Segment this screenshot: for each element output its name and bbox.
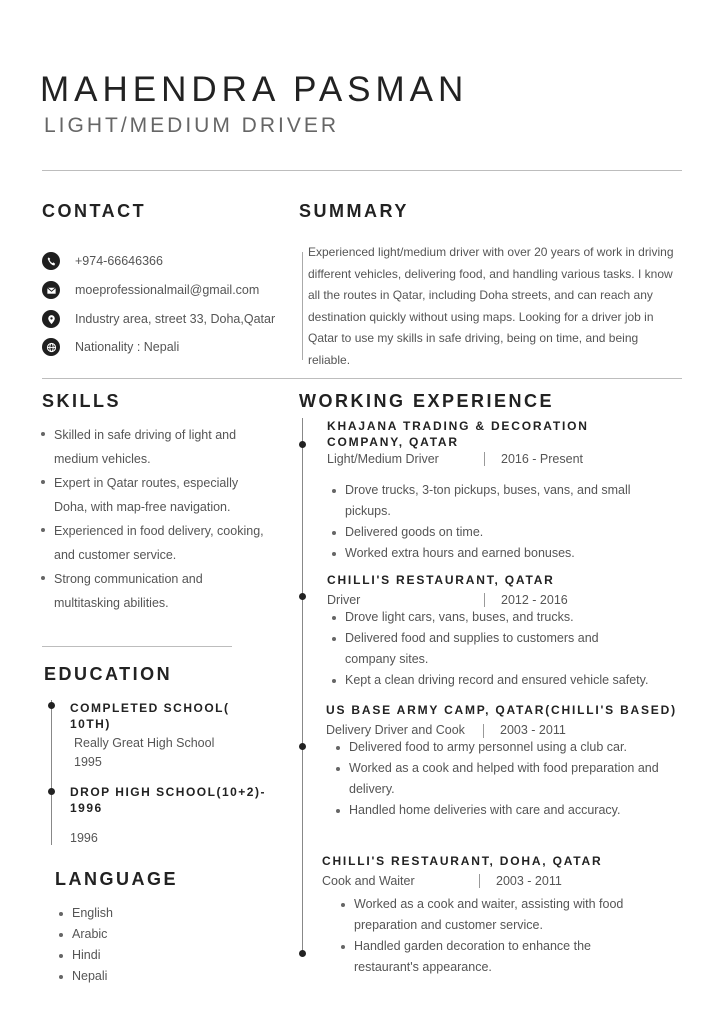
experience-dot xyxy=(299,743,306,750)
summary-text: Experienced light/medium driver with over 20 years of work in driving different vehicles, delivering food, and handling various tasks. I know all the routes in Qatar, including Doha streets, and can reach any destination quickly without using maps. Looking for a driver job in Qatar to use my skills in safe driving, being on time, and being reliable. xyxy=(308,245,674,367)
skills-list xyxy=(36,423,266,615)
job-role: Delivery Driver and Cook xyxy=(326,723,465,737)
education-item xyxy=(70,784,280,845)
education-year: 1995 xyxy=(74,755,102,769)
job-bullet: Kept a clean driving record and ensured vehicle safety. xyxy=(345,670,690,691)
job-bullet: Worked extra hours and earned bonuses. xyxy=(345,543,675,564)
language-item: Nepali xyxy=(72,966,204,987)
job-bullet: Handled home deliveries with care and accuracy. xyxy=(349,800,689,821)
job-entry xyxy=(327,572,687,691)
contact-email xyxy=(42,279,259,301)
job-bullet: Delivered food to army personnel using a club car. xyxy=(349,737,689,758)
contact-phone-text: +974-66646366 xyxy=(75,254,163,268)
education-dot xyxy=(48,788,55,795)
education-year: 1996 xyxy=(70,831,98,845)
experience-dot xyxy=(299,441,306,448)
job-separator xyxy=(479,874,480,888)
language-item: Arabic xyxy=(72,924,204,945)
education-item xyxy=(70,700,280,769)
education-title: DROP HIGH SCHOOL(10+2)- 1996 xyxy=(70,785,266,815)
section-divider xyxy=(42,378,682,379)
education-timeline xyxy=(51,700,52,845)
job-entry xyxy=(326,702,686,821)
contact-address xyxy=(42,308,275,330)
skill-item: Experienced in food delivery, cooking, and customer service. xyxy=(54,519,266,567)
skills-divider xyxy=(42,646,232,647)
skills-heading: SKILLS xyxy=(42,391,122,411)
contact-address-text: Industry area, street 33, Doha,Qatar xyxy=(75,312,276,326)
language-heading: LANGUAGE xyxy=(55,869,178,889)
job-role: Light/Medium Driver xyxy=(327,452,439,466)
job-bullet: Drove light cars, vans, buses, and trucks. xyxy=(345,607,690,628)
job-role: Driver xyxy=(327,593,361,607)
education-school: Really Great High School xyxy=(74,736,215,750)
job-separator xyxy=(483,724,484,738)
email-icon xyxy=(42,281,60,299)
job-bullet: Drove trucks, 3-ton pickups, buses, vans, and small pickups. xyxy=(345,480,675,522)
job-separator xyxy=(484,593,485,607)
contact-email-text: moeprofessionalmail@gmail.com xyxy=(75,283,260,297)
job-company: KHAJANA TRADING & DECORATION COMPANY, QATAR xyxy=(327,419,589,449)
job-bullet: Worked as a cook and helped with food preparation and delivery. xyxy=(349,758,674,800)
job-company: US BASE ARMY CAMP, QATAR(CHILLI'S BASED) xyxy=(326,703,677,717)
contact-phone xyxy=(42,250,163,272)
job-dates: 2003 - 2011 xyxy=(500,723,566,737)
contact-nationality xyxy=(42,336,179,358)
job-bullet: Delivered goods on time. xyxy=(345,522,675,543)
skill-item: Expert in Qatar routes, especially Doha, with map-free navigation. xyxy=(54,471,266,519)
experience-dot xyxy=(299,950,306,957)
skill-item: Skilled in safe driving of light and medium vehicles. xyxy=(54,423,266,471)
job-company: CHILLI'S RESTAURANT, QATAR xyxy=(327,573,555,587)
job-role: Cook and Waiter xyxy=(322,874,415,888)
header-divider xyxy=(42,170,682,171)
education-title: COMPLETED SCHOOL( 10TH) xyxy=(70,701,230,731)
job-title: LIGHT/MEDIUM DRIVER xyxy=(44,114,340,137)
phone-icon xyxy=(42,252,60,270)
job-entry xyxy=(327,418,687,564)
language-item: English xyxy=(72,903,204,924)
job-dates: 2016 - Present xyxy=(501,452,583,466)
job-dates: 2003 - 2011 xyxy=(496,874,562,888)
contact-heading: CONTACT xyxy=(42,201,147,221)
job-company: CHILLI'S RESTAURANT, DOHA, QATAR xyxy=(322,854,603,868)
summary-rule xyxy=(302,252,303,360)
job-dates: 2012 - 2016 xyxy=(501,593,568,607)
language-list xyxy=(54,903,204,987)
experience-heading: WORKING EXPERIENCE xyxy=(299,391,555,411)
job-entry xyxy=(322,853,687,978)
contact-nationality-text: Nationality : Nepali xyxy=(75,340,180,354)
globe-icon xyxy=(42,338,60,356)
job-bullet: Handled garden decoration to enhance the restaurant's appearance. xyxy=(354,936,644,978)
summary-heading: SUMMARY xyxy=(299,201,409,221)
job-bullet: Worked as a cook and waiter, assisting with food preparation and customer service. xyxy=(354,894,684,936)
job-bullet: Delivered food and supplies to customers and company sites. xyxy=(345,628,645,670)
education-dot xyxy=(48,702,55,709)
experience-timeline xyxy=(302,418,303,954)
candidate-name: MAHENDRA PASMAN xyxy=(40,70,469,109)
language-item: Hindi xyxy=(72,945,204,966)
skill-item: Strong communication and multitasking abilities. xyxy=(54,567,266,615)
location-icon xyxy=(42,310,60,328)
job-separator xyxy=(484,452,485,466)
education-heading: EDUCATION xyxy=(44,664,173,684)
experience-dot xyxy=(299,593,306,600)
